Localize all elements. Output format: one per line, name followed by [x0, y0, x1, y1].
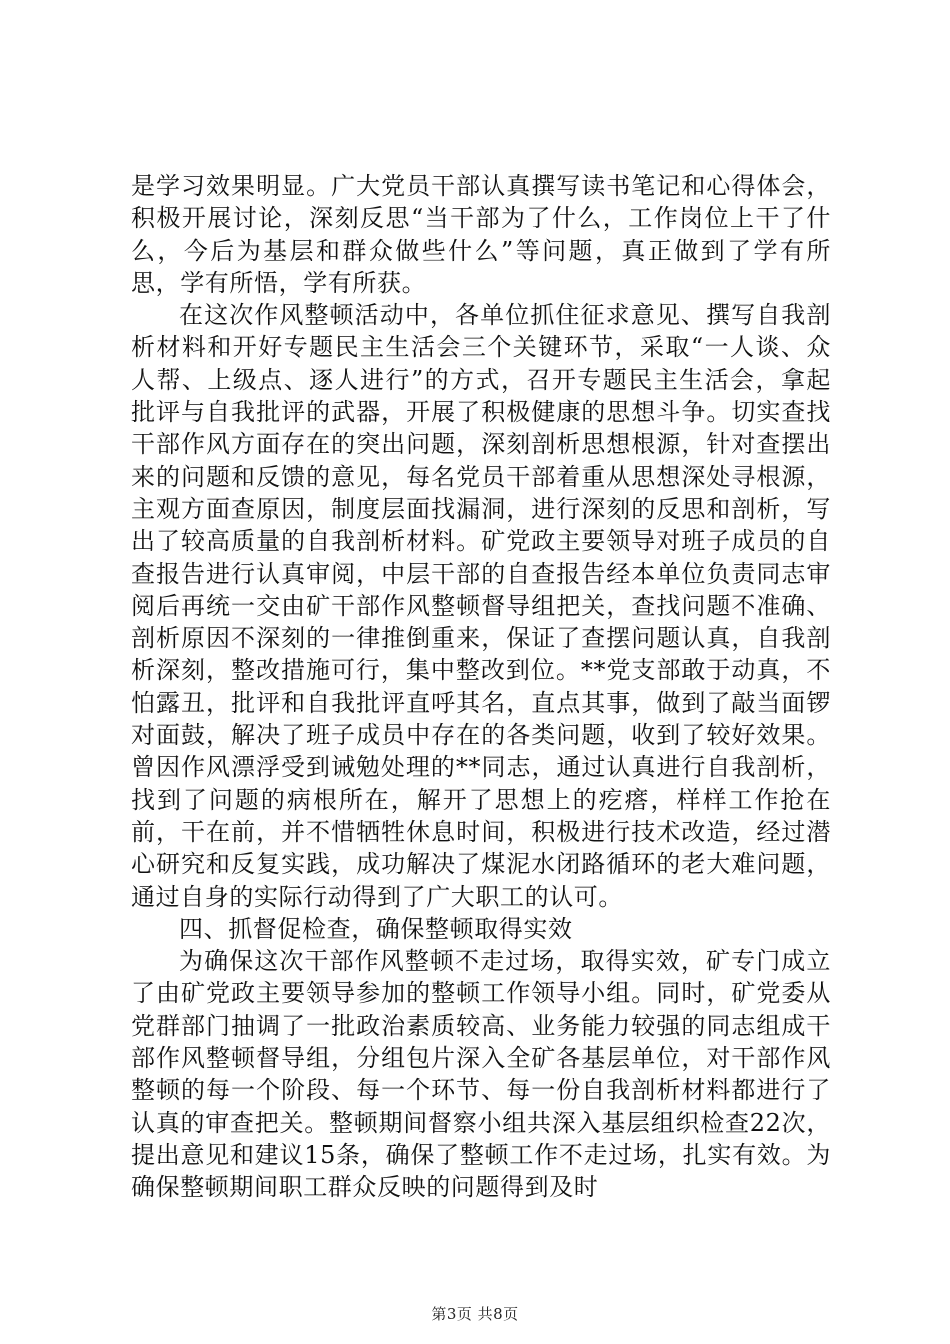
section-heading: 四、抓督促检查，确保整顿取得实效	[179, 914, 573, 943]
paragraph-supervision: 为确保这次干部作风整顿不走过场，取得实效，矿专门成立了由矿党政主要领导参加的整顿工作领导小组。同时，矿党委从党群部门抽调了一批政治素质较高、业务能力较强的同志组成干部作风整顿督导组，分组包片深入全矿各基层单位，对干部作风整顿的每一个阶段、每一个环节、每一份自我剖析材料都进行了认真的审查把关。整顿期间督察小组共深入基层组织检查22次，提出意见和建议15条，确保了整顿工作不走过场，扎实有效。为确保整顿期间职工群众反映的问题得到及时	[131, 947, 831, 1202]
page-number-footer: 第3页 共8页	[431, 1305, 519, 1323]
paragraph-continuation: 是学习效果明显。广大党员干部认真撰写读书笔记和心得体会，积极开展讨论，深刻反思“当干部为了什么，工作岗位上干了什么，今后为基层和群众做些什么”等问题，真正做到了学有所思，学有所悟，学有所获。	[131, 172, 831, 297]
paragraph-self-analysis: 在这次作风整顿活动中，各单位抓住征求意见、撰写自我剖析材料和开好专题民主生活会三个关键环节，采取“一人谈、众人帮、上级点、逐人进行”的方式，召开专题民主生活会，拿起批评与自我批评的武器，开展了积极健康的思想斗争。切实查找干部作风方面存在的突出问题，深刻剖析思想根源，针对查摆出来的问题和反馈的意见，每名党员干部着重从思想深处寻根源，主观方面查原因，制度层面找漏洞，进行深刻的反思和剖析，写出了较高质量的自我剖析材料。矿党政主要领导对班子成员的自查报告进行认真审阅，中层干部的自查报告经本单位负责同志审阅后再统一交由矿干部作风整顿督导组把关，查找问题不准确、剖析原因不深刻的一律推倒重来，保证了查摆问题认真，自我剖析深刻，整改措施可行，集中整改到位。**党支部敢于动真，不怕露丑，批评和自我批评直呼其名，直点其事，做到了敲当面锣对面鼓，解决了班子成员中存在的各类问题，收到了较好效果。曾因作风漂浮受到诫勉处理的**同志，通过认真进行自我剖析，找到了问题的病根所在，解开了思想上的疙瘩，样样工作抢在前，干在前，并不惜牺牲休息时间，积极进行技术改造，经过潜心研究和反复实践，成功解决了煤泥水闭路循环的老大难问题，通过自身的实际行动得到了广大职工的认可。	[131, 301, 831, 911]
document-body	[131, 170, 831, 1204]
